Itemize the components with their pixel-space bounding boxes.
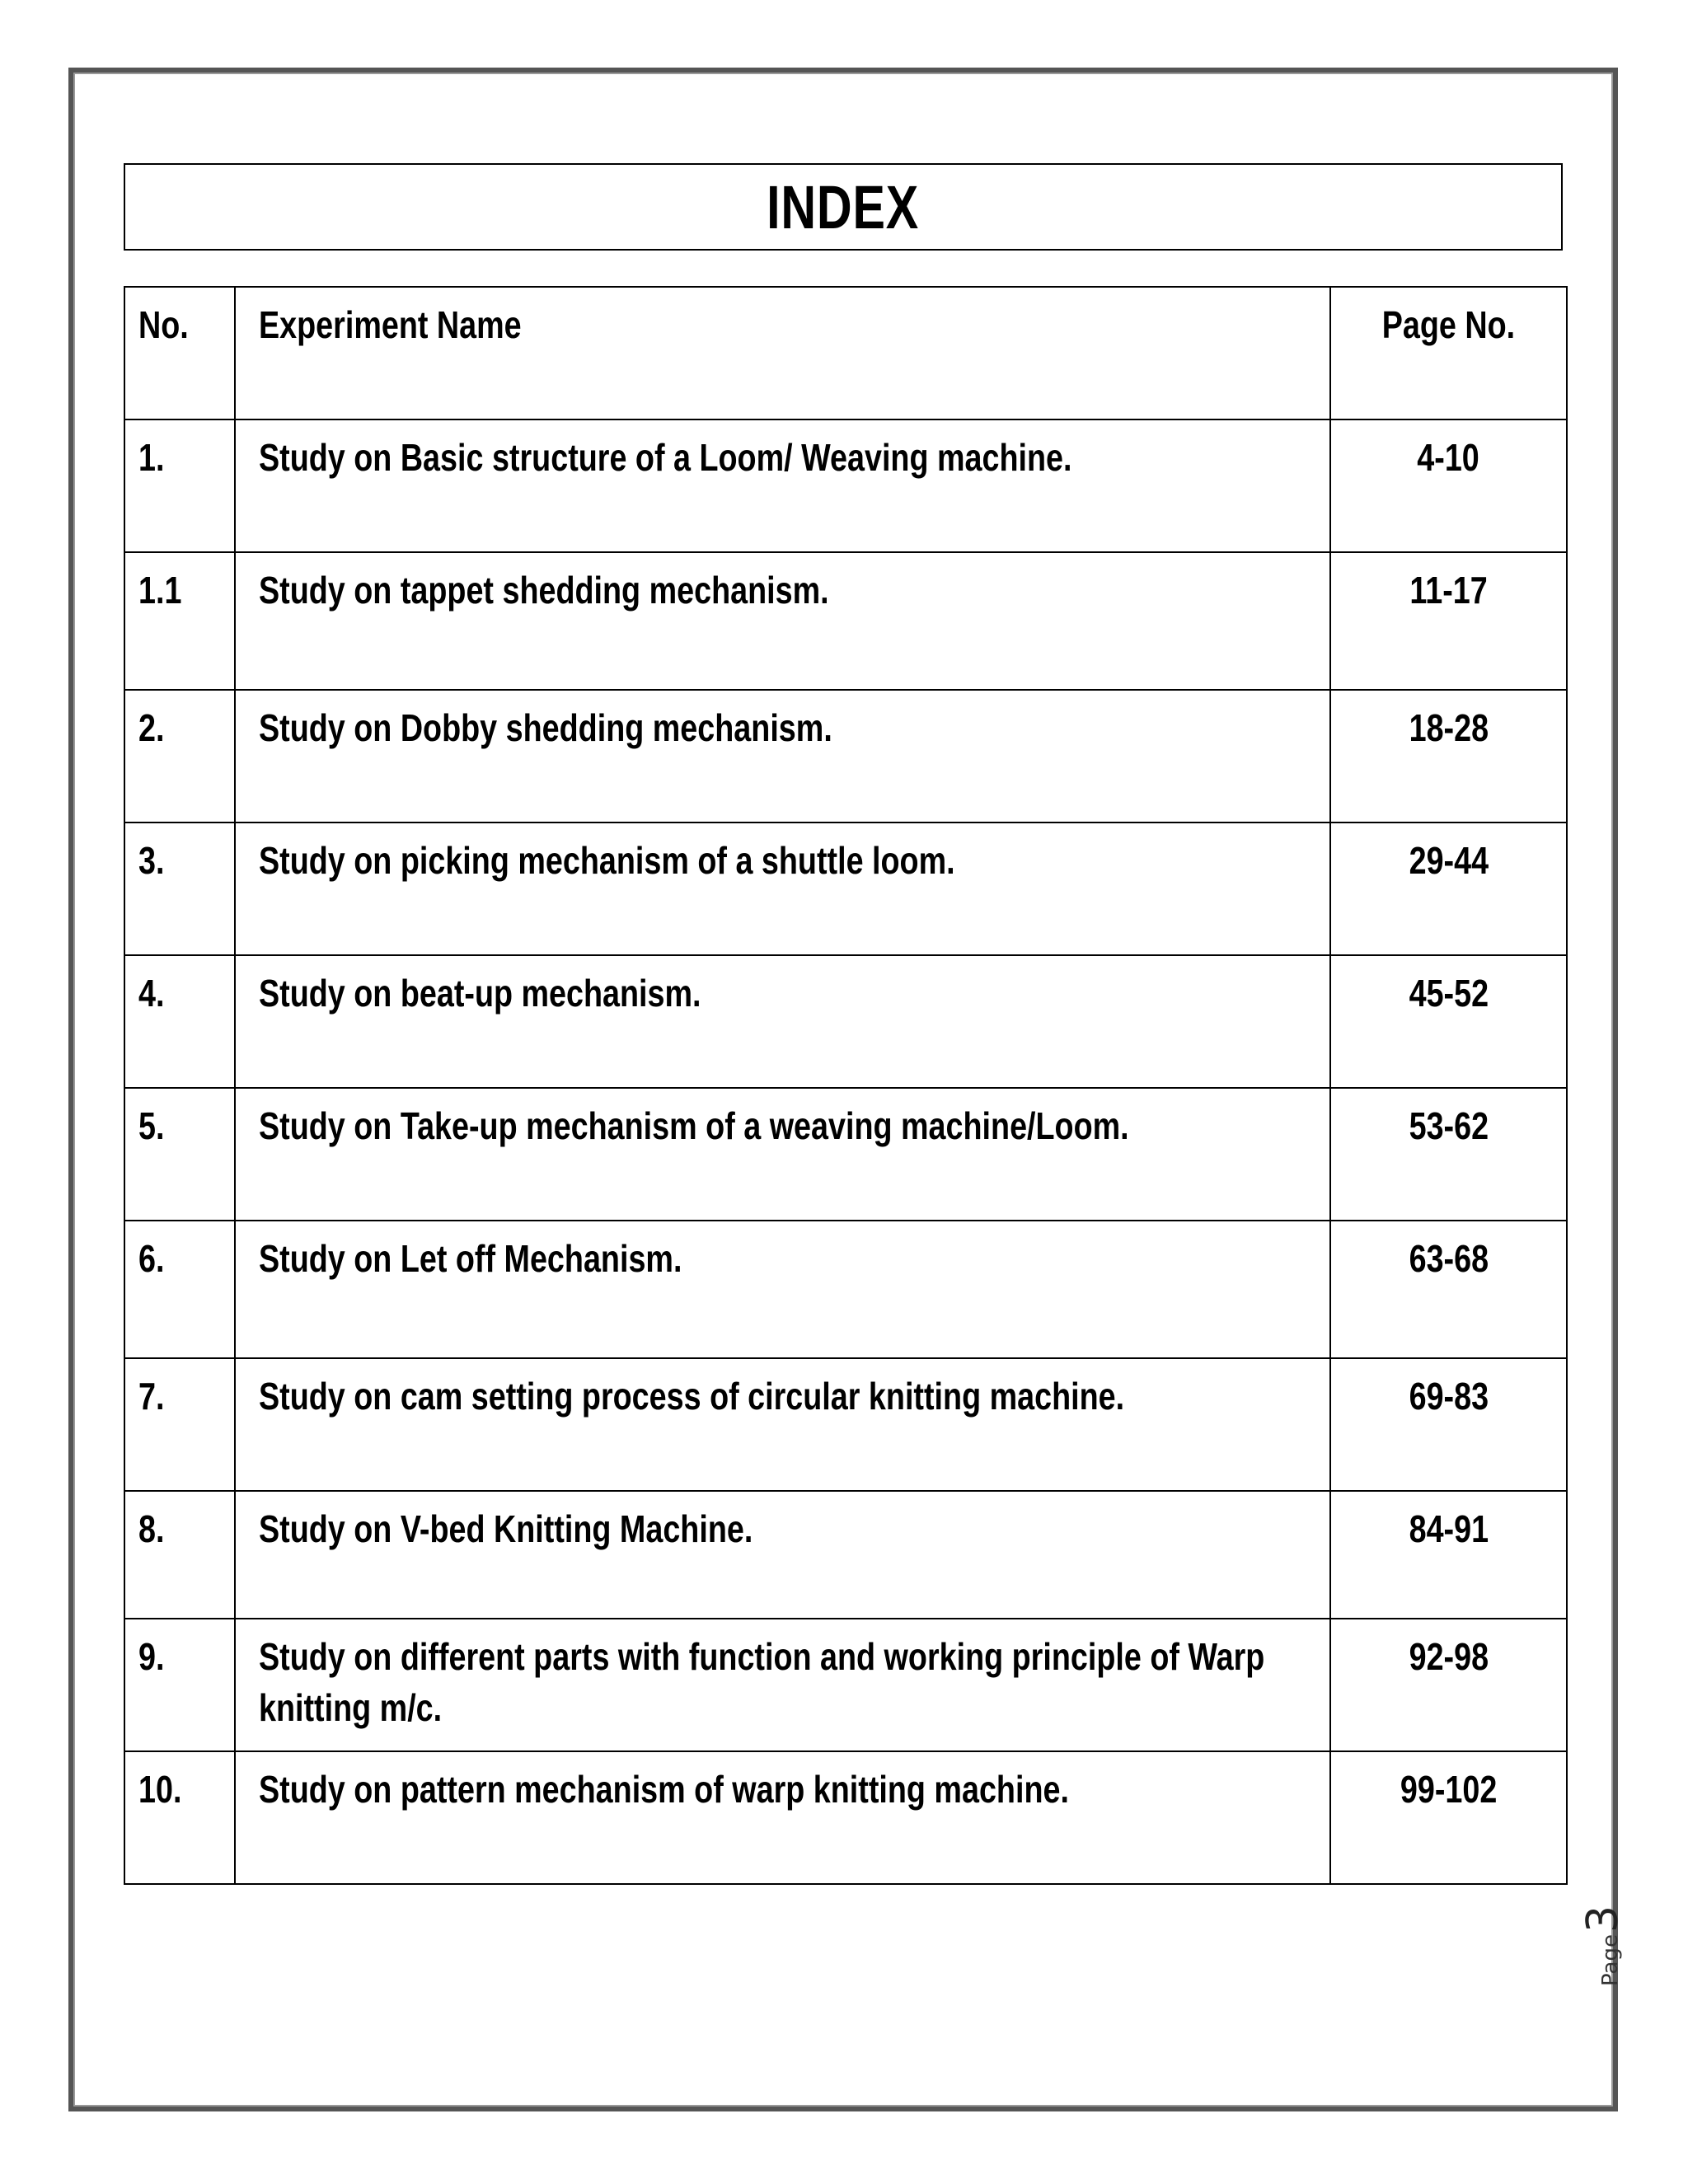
index-table (124, 286, 1568, 1885)
experiment-name: Study on tappet shedding mechanism. (235, 552, 1330, 690)
row-number: 1. (124, 419, 235, 552)
table-row (124, 1088, 1567, 1221)
table-row (124, 1358, 1567, 1491)
experiment-name: Study on cam setting process of circular knitting machine. (235, 1358, 1330, 1491)
experiment-name: Study on Let off Mechanism. (235, 1221, 1330, 1358)
page-range: 45-52 (1330, 955, 1567, 1088)
table-row (124, 690, 1567, 823)
page-range: 92-98 (1330, 1619, 1567, 1751)
row-number: 3. (124, 823, 235, 955)
table-row (124, 552, 1567, 690)
page-range: 84-91 (1330, 1491, 1567, 1619)
table-row (124, 1751, 1567, 1884)
page-range: 63-68 (1330, 1221, 1567, 1358)
table-row (124, 955, 1567, 1088)
experiment-name: Study on different parts with function and working principle of Warp knitting m/c. (235, 1619, 1330, 1751)
header-page-no: Page No. (1330, 287, 1567, 419)
page-range: 69-83 (1330, 1358, 1567, 1491)
page-number: 3 (1578, 1905, 1628, 1933)
header-experiment-name: Experiment Name (235, 287, 1330, 419)
page-range: 4-10 (1330, 419, 1567, 552)
row-number: 6. (124, 1221, 235, 1358)
page-range: 11-17 (1330, 552, 1567, 690)
page-number-footer (1578, 1887, 1628, 1986)
row-number: 7. (124, 1358, 235, 1491)
experiment-name: Study on pattern mechanism of warp knitting machine. (235, 1751, 1330, 1884)
table-row (124, 1221, 1567, 1358)
page-range: 29-44 (1330, 823, 1567, 955)
page-range: 53-62 (1330, 1088, 1567, 1221)
experiment-name: Study on beat-up mechanism. (235, 955, 1330, 1088)
experiment-name: Study on picking mechanism of a shuttle loom. (235, 823, 1330, 955)
header-no: No. (124, 287, 235, 419)
table-row (124, 419, 1567, 552)
row-number: 1.1 (124, 552, 235, 690)
page-range: 99-102 (1330, 1751, 1567, 1884)
table-row (124, 1619, 1567, 1751)
experiment-name: Study on Dobby shedding mechanism. (235, 690, 1330, 823)
row-number: 10. (124, 1751, 235, 1884)
table-row (124, 823, 1567, 955)
row-number: 8. (124, 1491, 235, 1619)
experiment-name: Study on V-bed Knitting Machine. (235, 1491, 1330, 1619)
page-label: Page (1598, 1934, 1623, 1986)
index-title-box (124, 163, 1563, 251)
page-range: 18-28 (1330, 690, 1567, 823)
page-title: INDEX (767, 172, 920, 241)
table-row (124, 1491, 1567, 1619)
row-number: 2. (124, 690, 235, 823)
row-number: 4. (124, 955, 235, 1088)
table-header-row (124, 287, 1567, 419)
experiment-name: Study on Take-up mechanism of a weaving machine/Loom. (235, 1088, 1330, 1221)
row-number: 5. (124, 1088, 235, 1221)
row-number: 9. (124, 1619, 235, 1751)
experiment-name: Study on Basic structure of a Loom/ Weaving machine. (235, 419, 1330, 552)
